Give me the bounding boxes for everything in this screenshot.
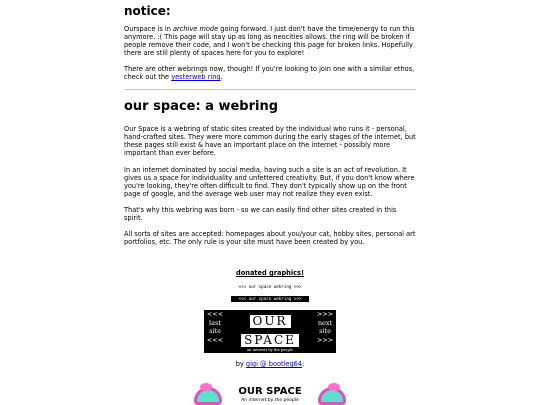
yesterweb-ring-link[interactable]: yesterweb ring xyxy=(171,73,221,82)
big-banner xyxy=(204,310,336,353)
colorful-title: OUR SPACE xyxy=(238,386,302,397)
bootleg64-link[interactable]: gigi @ bootleg64 xyxy=(245,360,303,368)
intro-paragraph-1: Our Space is a webring of static sites created by the individual who runs it - personal, hand-crafted sites. They were more common during the early stages of the internet, but these pages still exist & have an important place on the internet - possibly more important than ever before. xyxy=(124,125,416,158)
flower-right-icon xyxy=(328,383,340,391)
logo-line-1: OUR xyxy=(250,315,291,328)
logo-tagline: an internet by the people xyxy=(246,348,294,352)
credit-suffix: : xyxy=(302,360,305,368)
notice-paragraph-1 xyxy=(124,25,416,57)
banner-small-black[interactable]: <<< our space webring >>> xyxy=(231,296,309,302)
notice-text-1b: going forward. I just don't have the time/energy to run this anymore. :( This page will stay up as long as neocities allows. the ring will be broken if people remove their code, and I won't be checking this page for broken links. Hopefully there are still plenty of spaces here for you to explore! xyxy=(124,25,415,58)
our-space-logo xyxy=(228,310,312,353)
graphics-heading: donated graphics! xyxy=(236,269,304,277)
last-site-link[interactable] xyxy=(204,310,226,353)
next-arrows-top: >>> xyxy=(316,310,334,318)
colorful-tagline: An internet by the people xyxy=(241,398,299,403)
logo-line-2: SPACE xyxy=(241,334,299,347)
credit-prefix: by xyxy=(235,360,246,368)
colorful-banner xyxy=(192,373,348,405)
last-label-2: site xyxy=(209,327,221,335)
intro-paragraph-3: That's why this webring was born - so we can easily find other sites created in this spirit. xyxy=(124,206,397,223)
banner-small-white[interactable]: <<< our space webring >>> xyxy=(231,284,309,290)
notice-paragraph-2 xyxy=(124,65,416,81)
next-arrows-bottom: >>> xyxy=(316,335,334,344)
page-title: our space: a webring xyxy=(124,99,279,114)
notice-heading: notice: xyxy=(124,4,171,18)
last-label: last xyxy=(209,318,221,327)
next-label: next xyxy=(317,318,333,327)
intro-paragraph-4: All sorts of sites are accepted: homepages about you/your cat, hobby sites, personal art portfolios, etc. The only rule is your site must have been created by you. xyxy=(124,230,416,247)
archive-mode-emphasis: archive mode xyxy=(173,25,219,33)
next-label-2: site xyxy=(319,327,331,335)
intro-paragraph-2: In an internet dominated by social media, having such a site is an act of revolution. It gives us a space for individuality and unfettered creativity. But, if you don't know where you're looking, they're often difficult to find. They don't typically show up on the front page of google, and the average web user may not realize they even exist. xyxy=(124,166,415,199)
last-arrows-top: <<< xyxy=(206,310,224,318)
notice-text-2b: . xyxy=(220,73,223,82)
flower-left-icon xyxy=(200,383,212,391)
divider xyxy=(124,89,416,90)
last-arrows-bottom: <<< xyxy=(206,335,224,344)
notice-text-1a: Ourspace is in xyxy=(124,25,173,33)
next-site-link[interactable] xyxy=(314,310,336,353)
notice-text-2a: There are other webrings now, though! If you're looking to join one with a similar ethos, check out the xyxy=(124,65,415,82)
graphics-credit xyxy=(124,360,416,368)
